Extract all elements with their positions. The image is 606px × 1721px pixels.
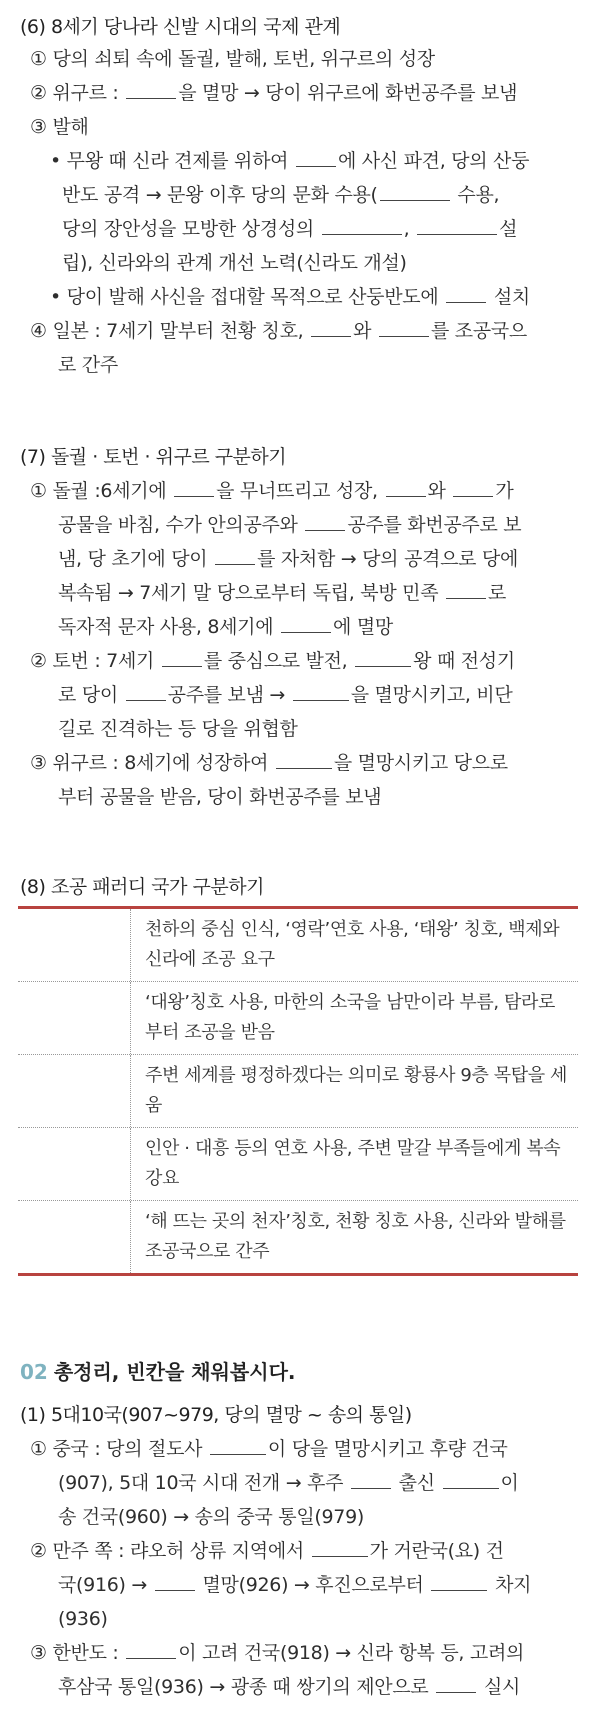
fill-blank[interactable]	[443, 1470, 499, 1489]
table-row	[18, 1201, 578, 1273]
fill-blank[interactable]	[417, 216, 497, 235]
text: 를 자처함 → 당의 공격으로 당에	[257, 548, 519, 570]
section-7-title: (7) 돌궐 · 토번 · 위구르 구분하기	[20, 446, 287, 468]
s6-line-8	[50, 280, 530, 314]
fill-blank[interactable]	[431, 1572, 487, 1591]
s6-line-9	[30, 314, 527, 348]
text: ① 돌궐 :6세기에	[30, 480, 173, 502]
text: ,	[403, 218, 416, 240]
fill-blank[interactable]	[281, 614, 331, 633]
fill-blank[interactable]	[155, 1572, 195, 1591]
text: ④ 일본 : 7세기 말부터 천황 칭호,	[30, 320, 310, 342]
text: ② 만주 쪽 : 랴오허 상류 지역에서	[30, 1540, 310, 1562]
fill-blank[interactable]	[322, 216, 402, 235]
text: 왕 때 전성기	[413, 650, 515, 672]
fill-blank[interactable]	[446, 580, 486, 599]
text: ③ 발해	[30, 116, 89, 138]
text: 냄, 당 초기에 당이	[58, 548, 214, 570]
fill-blank[interactable]	[436, 1674, 476, 1693]
summary-heading	[20, 1356, 296, 1385]
text: 길로 진격하는 등 당을 위협함	[58, 718, 298, 740]
text: 설치	[488, 286, 530, 308]
text: 를 조공국으	[430, 320, 527, 342]
text: 이 고려 건국(918) → 신라 항복 등, 고려의	[178, 1642, 525, 1664]
s7-line-10	[58, 780, 381, 814]
text: ② 위구르 :	[30, 82, 125, 104]
s7-line-2	[58, 508, 521, 542]
text: 을 멸망시키고, 비단	[350, 684, 513, 706]
s7-line-9	[30, 746, 508, 780]
section-1-title: (1) 5대10국(907~979, 당의 멸망 ~ 송의 통일)	[20, 1404, 412, 1426]
s6-line-4	[50, 144, 529, 178]
s1-line-3	[58, 1500, 364, 1534]
s7-line-8	[58, 712, 298, 746]
fill-blank[interactable]	[126, 1640, 176, 1659]
s7-line-7	[58, 678, 512, 712]
text: (907), 5대 10국 시대 전개 → 후주	[58, 1472, 349, 1494]
text: 를 중심으로 발전,	[203, 650, 354, 672]
text: ③ 위구르 : 8세기에 성장하여	[30, 752, 274, 774]
s1-line-5	[58, 1568, 531, 1602]
table-row	[18, 1128, 578, 1201]
fill-blank[interactable]	[305, 512, 345, 531]
s6-line-1	[30, 42, 435, 76]
text: 공주를 보냄 →	[167, 684, 291, 706]
table-row	[18, 909, 578, 982]
fill-blank[interactable]	[355, 648, 411, 667]
text: 반도 공격 → 문왕 이후 당의 문화 수용(	[62, 184, 378, 206]
s7-line-6	[30, 644, 515, 678]
text: 로 간주	[58, 354, 118, 376]
description-cell: ‘대왕’칭호 사용, 마한의 소국을 남만이라 부름, 탐라로부터 조공을 받음	[145, 992, 555, 1043]
description-cell: ‘해 뜨는 곳의 천자’칭호, 천황 칭호 사용, 신라와 발해를 조공국으로 간주	[145, 1211, 566, 1262]
text: 립), 신라와의 관계 개선 노력(신라도 개설)	[62, 252, 407, 274]
answer-cell[interactable]	[18, 1055, 131, 1127]
text: • 당이 발해 사신을 접대할 목적으로 산둥반도에	[50, 286, 445, 308]
s7-line-4	[58, 576, 506, 610]
text: (936)	[58, 1608, 108, 1630]
table-row	[18, 1055, 578, 1128]
text: 설	[499, 218, 518, 240]
s1-line-2	[58, 1466, 519, 1500]
s6-line-7	[62, 246, 407, 280]
s6-line-2	[30, 76, 517, 110]
s6-line-6	[62, 212, 517, 246]
text: 실시	[478, 1676, 521, 1698]
summary-title: 총정리, 빈칸을 채워봅시다.	[53, 1360, 296, 1384]
text: ① 중국 : 당의 절도사	[30, 1438, 208, 1460]
s6-line-10	[58, 348, 118, 382]
s1-line-8	[58, 1670, 520, 1704]
text: 가	[495, 480, 514, 502]
text: 출신	[392, 1472, 441, 1494]
text: 을 멸망시키고 당으로	[333, 752, 508, 774]
fill-blank[interactable]	[311, 318, 351, 337]
fill-blank[interactable]	[446, 284, 486, 303]
fill-blank[interactable]	[126, 682, 166, 701]
text: 부터 공물을 받음, 당이 화번공주를 보냄	[58, 786, 382, 808]
text: 가 거란국(요) 건	[369, 1540, 504, 1562]
text: 공주를 화번공주로 보	[347, 514, 522, 536]
description-cell: 인안 · 대흥 등의 연호 사용, 주변 말갈 부족들에게 복속 강요	[145, 1138, 561, 1189]
s7-line-3	[58, 542, 518, 576]
fill-blank[interactable]	[215, 546, 255, 565]
fill-blank[interactable]	[126, 80, 176, 99]
text: • 무왕 때 신라 견제를 위하여	[50, 150, 294, 172]
description-cell: 주변 세계를 평정하겠다는 의미로 황룡사 9층 목탑을 세움	[145, 1065, 568, 1116]
text: 을 무너뜨리고 성장,	[216, 480, 384, 502]
s6-line-3	[30, 110, 89, 144]
s7-line-1	[30, 474, 513, 508]
fill-blank[interactable]	[210, 1436, 266, 1455]
text: 에 멸망	[333, 616, 393, 638]
fill-blank[interactable]	[386, 478, 426, 497]
summary-number: 02	[20, 1360, 48, 1384]
fill-blank[interactable]	[380, 182, 450, 201]
text: 송 건국(960) → 송의 중국 통일(979)	[58, 1506, 364, 1528]
fill-blank[interactable]	[379, 318, 429, 337]
text: 와	[427, 480, 452, 502]
text: 복속됨 → 7세기 말 당으로부터 독립, 북방 민족	[58, 582, 444, 604]
text: 국(916) →	[58, 1574, 153, 1596]
description-cell: 천하의 중심 인식, ‘영락’연호 사용, ‘태왕’ 칭호, 백제와 신라에 조공 요구	[145, 919, 560, 970]
text: ③ 한반도 :	[30, 1642, 125, 1664]
fill-blank[interactable]	[296, 148, 336, 167]
fill-blank[interactable]	[162, 648, 202, 667]
text: 멸망(926) → 후진으로부터	[196, 1574, 430, 1596]
s1-line-6	[58, 1602, 108, 1636]
fill-blank[interactable]	[351, 1470, 391, 1489]
text: 에 사신 파견, 당의 산둥	[337, 150, 530, 172]
fill-blank[interactable]	[312, 1538, 368, 1557]
answer-cell[interactable]	[18, 909, 131, 981]
text: ② 토번 : 7세기	[30, 650, 160, 672]
answer-cell[interactable]	[18, 982, 131, 1054]
section-8-title: (8) 조공 패러디 국가 구분하기	[20, 876, 264, 898]
text: 이 당을 멸망시키고 후량 건국	[267, 1438, 508, 1460]
text: 와	[353, 320, 377, 342]
s1-line-4	[30, 1534, 504, 1568]
fill-blank[interactable]	[276, 750, 332, 769]
text: 차지	[489, 1574, 532, 1596]
text: 로 당이	[58, 684, 124, 706]
text: 이	[500, 1472, 519, 1494]
text: ① 당의 쇠퇴 속에 돌궐, 발해, 토번, 위구르의 성장	[30, 48, 435, 70]
answer-cell[interactable]	[18, 1201, 131, 1273]
fill-blank[interactable]	[293, 682, 349, 701]
tribute-table	[18, 906, 578, 1276]
s1-line-1	[30, 1432, 508, 1466]
text: 수용,	[451, 184, 500, 206]
table-row	[18, 982, 578, 1055]
section-6-title: (6) 8세기 당나라 신발 시대의 국제 관계	[20, 16, 341, 38]
fill-blank[interactable]	[453, 478, 493, 497]
text: 독자적 문자 사용, 8세기에	[58, 616, 280, 638]
text: 후삼국 통일(936) → 광종 때 쌍기의 제안으로	[58, 1676, 435, 1698]
text: 당의 장안성을 모방한 상경성의	[62, 218, 320, 240]
s1-line-7	[30, 1636, 524, 1670]
s6-line-5	[62, 178, 499, 212]
text: 로	[487, 582, 507, 604]
s7-line-5	[58, 610, 393, 644]
text: 공물을 바침, 수가 안의공주와	[58, 514, 304, 536]
text: 을 멸망 → 당이 위구르에 화번공주를 보냄	[178, 82, 518, 104]
answer-cell[interactable]	[18, 1128, 131, 1200]
fill-blank[interactable]	[174, 478, 214, 497]
